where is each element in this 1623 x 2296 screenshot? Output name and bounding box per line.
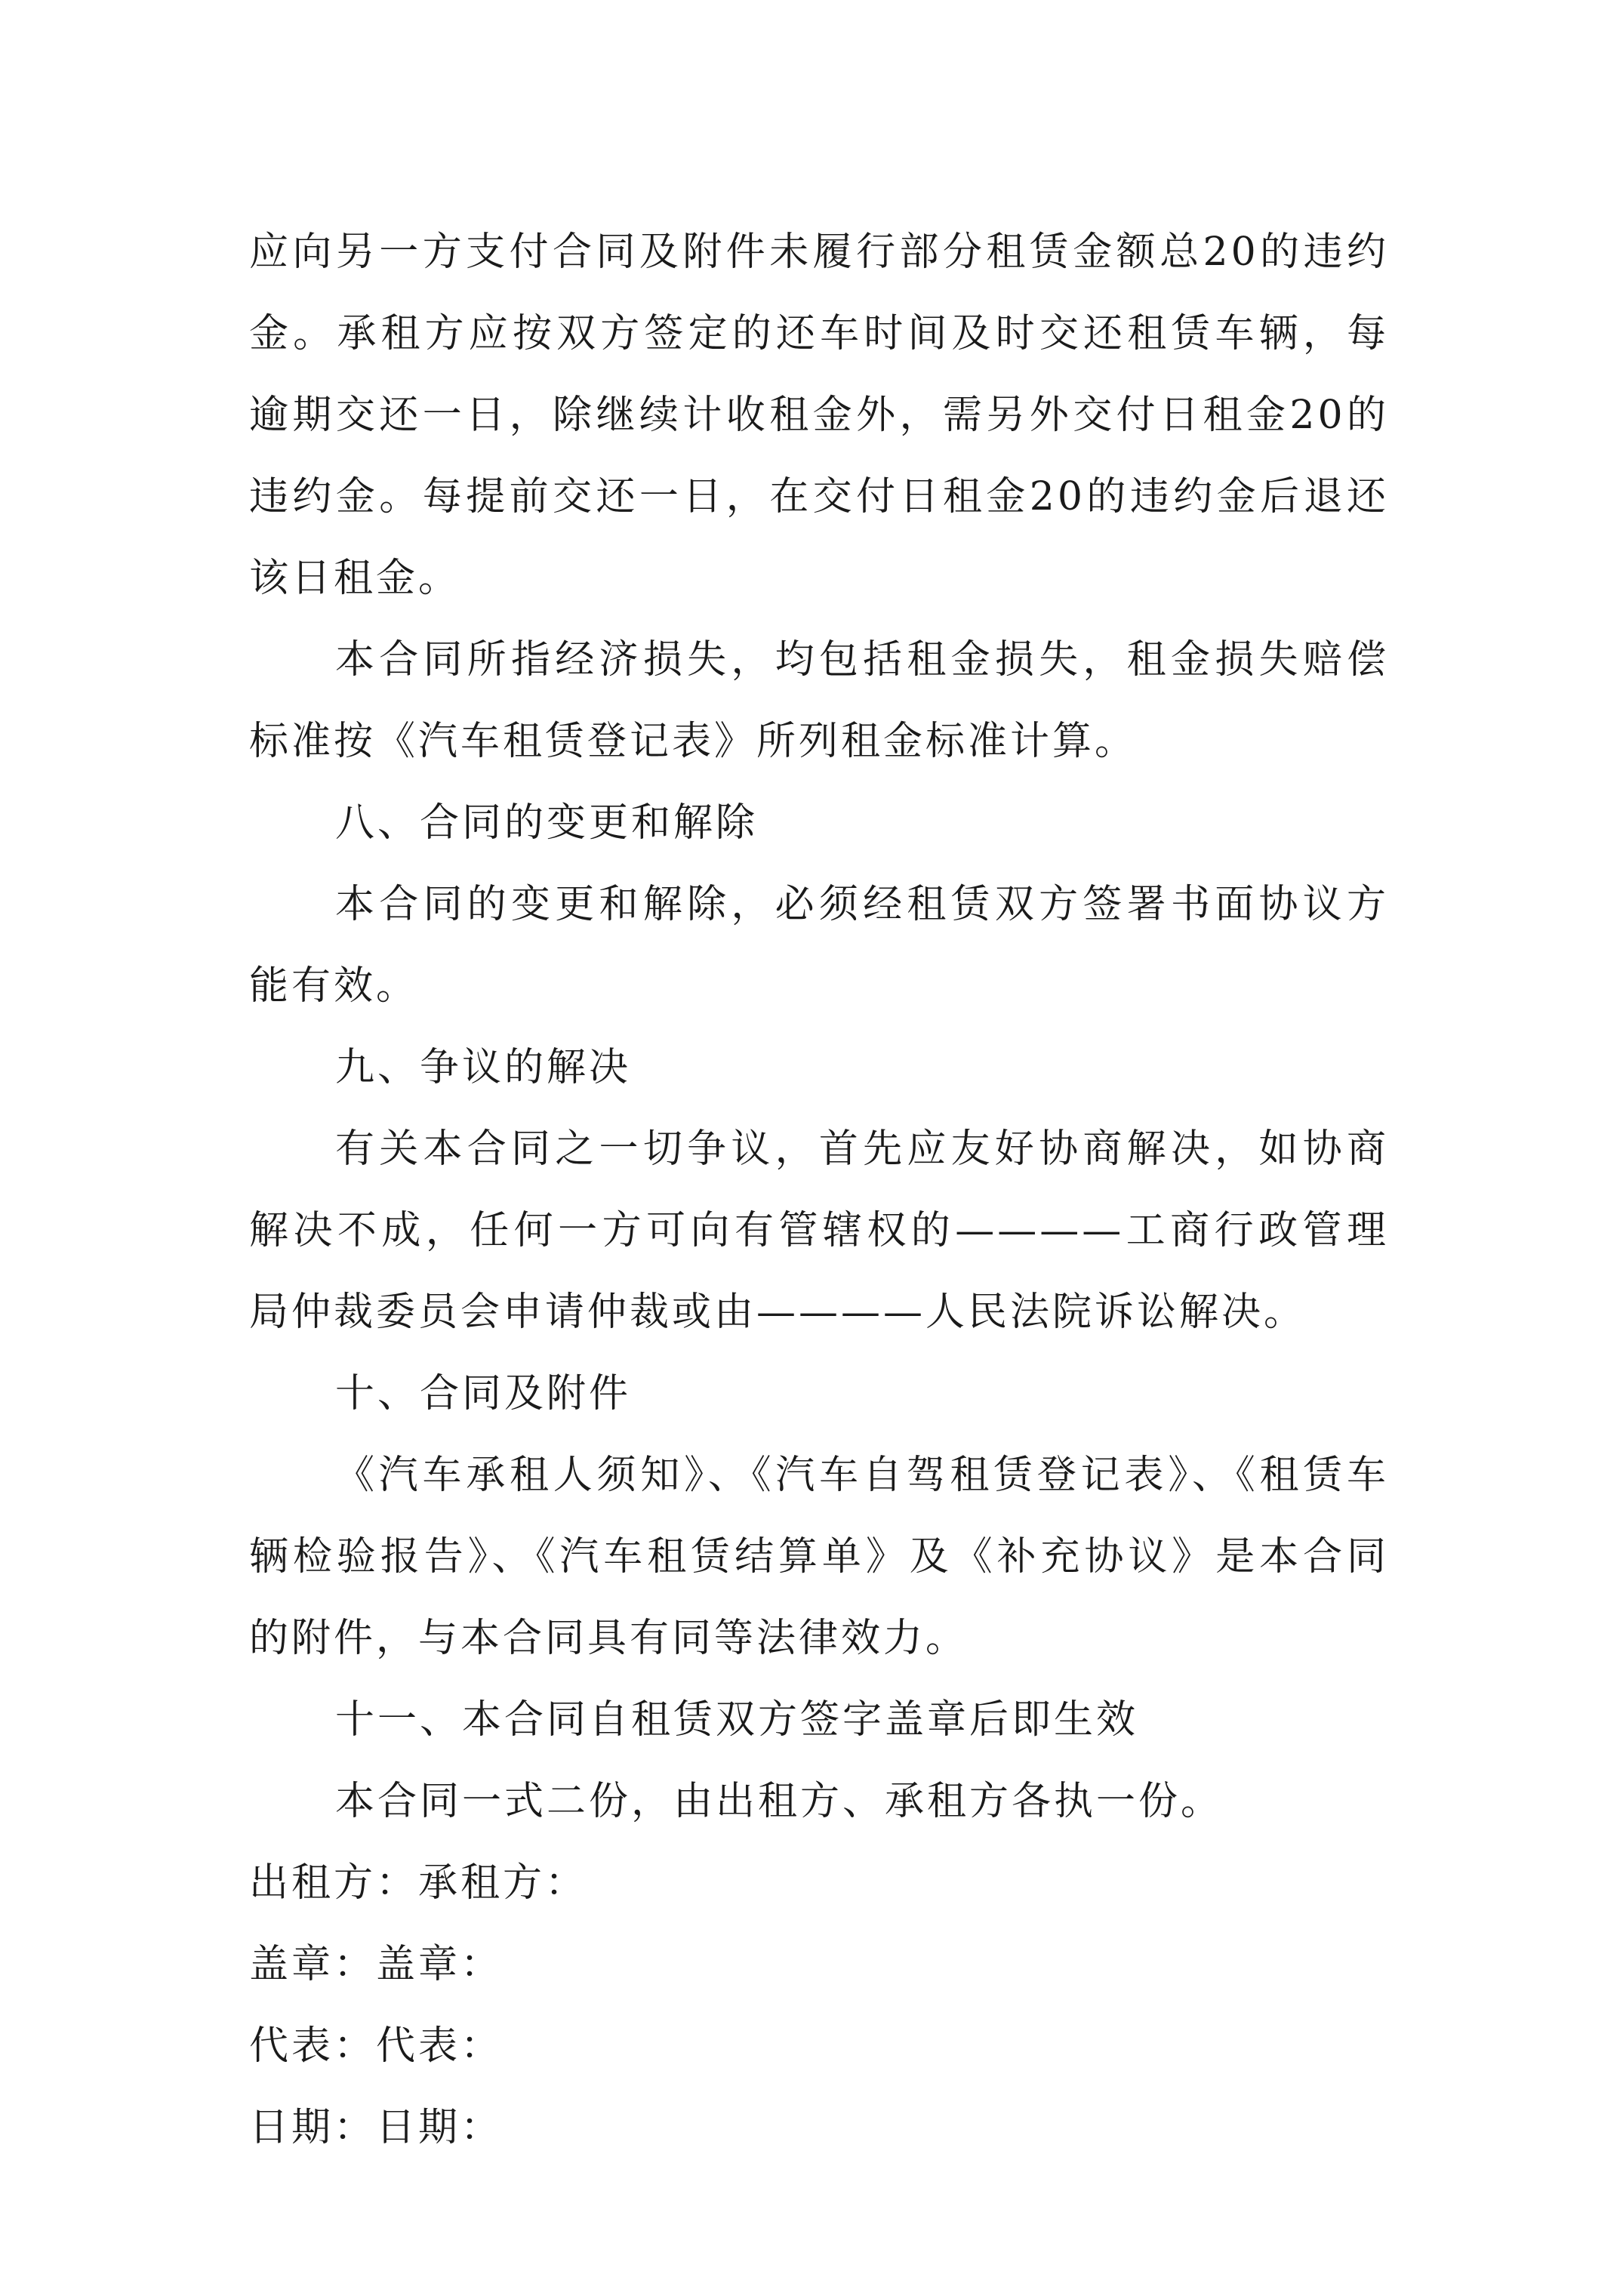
heading-amendment-termination: 八、合同的变更和解除 [335,800,759,846]
signature-line-seal: 盖章：盖章： [249,1942,504,1987]
document-body [249,211,1389,2168]
paragraph-contract-attachments: 《汽车承租人须知》、《汽车自驾租赁登记表》、《租赁车辆检验报告》、《汽车租赁结算单》及《补充协议》是本合同的附件，与本合同具有同等法律效力。 [249,1453,1389,1661]
paragraph-economic-loss: 本合同所指经济损失，均包括租金损失，租金损失赔偿标准按《汽车租赁登记表》所列租金标准计算。 [249,637,1389,764]
paragraph-copies: 本合同一式二份，由出租方、承租方各执一份。 [335,1779,1224,1824]
heading-contract-attachments: 十、合同及附件 [335,1371,632,1416]
signature-line-parties: 出租方：承租方： [249,1860,588,1906]
heading-dispute-resolution: 九、争议的解决 [335,1045,632,1090]
paragraph-dispute-resolution: 有关本合同之一切争议，首先应友好协商解决，如协商解决不成，任何一方可向有管辖权的————工商行政管理局仲裁委员会申请仲裁或由————人民法院诉讼解决。 [249,1126,1389,1335]
signature-line-date: 日期：日期： [249,2105,504,2150]
paragraph-breach-penalty: 应向另一方支付合同及附件未履行部分租赁金额总20的违约金。承租方应按双方签定的还车时间及时交还租赁车辆，每逾期交还一日，除继续计收租金外，需另外交付日租金20的违约金。每提前交还一日，在交付日租金20的违约金后退还该日租金。 [249,230,1389,601]
signature-line-representative: 代表：代表： [249,2023,504,2069]
paragraph-amendment-termination: 本合同的变更和解除，必须经租赁双方签署书面协议方能有效。 [249,882,1389,1009]
heading-effective-clause: 十一、本合同自租赁双方签字盖章后即生效 [335,1697,1139,1743]
